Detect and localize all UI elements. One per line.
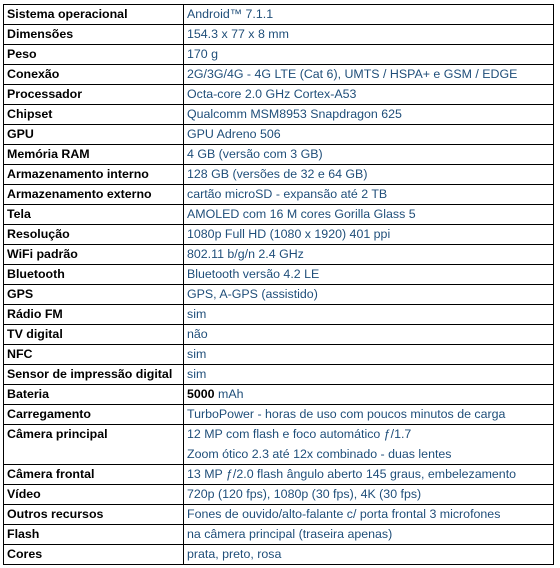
row-label: Dimensões — [4, 25, 184, 45]
row-label: TV digital — [4, 325, 184, 345]
row-label: Bluetooth — [4, 265, 184, 285]
row-value: 720p (120 fps), 1080p (30 fps), 4K (30 fps) — [184, 485, 554, 505]
row-label: Armazenamento externo — [4, 185, 184, 205]
row-label: Resolução — [4, 225, 184, 245]
table-row — [4, 65, 554, 85]
row-label: WiFi padrão — [4, 245, 184, 265]
table-row — [4, 45, 554, 65]
table-row — [4, 545, 554, 565]
row-value: cartão microSD - expansão até 2 TB — [184, 185, 554, 205]
table-row — [4, 245, 554, 265]
table-row — [4, 225, 554, 245]
table-row — [4, 165, 554, 185]
row-label: Câmera frontal — [4, 465, 184, 485]
row-value: Qualcomm MSM8953 Snapdragon 625 — [184, 105, 554, 125]
table-row — [4, 345, 554, 365]
table-row — [4, 105, 554, 125]
row-value: 4 GB (versão com 3 GB) — [184, 145, 554, 165]
row-value: sim — [184, 345, 554, 365]
row-value: Bluetooth versão 4.2 LE — [184, 265, 554, 285]
row-value: 154.3 x 77 x 8 mm — [184, 25, 554, 45]
row-label: Processador — [4, 85, 184, 105]
spec-table — [3, 4, 554, 565]
table-row — [4, 385, 554, 405]
row-label: Memória RAM — [4, 145, 184, 165]
row-value: GPU Adreno 506 — [184, 125, 554, 145]
row-label: Flash — [4, 525, 184, 545]
row-value: 2G/3G/4G - 4G LTE (Cat 6), UMTS / HSPA+ e GSM / EDGE — [184, 65, 554, 85]
row-label: Armazenamento interno — [4, 165, 184, 185]
row-value: 1080p Full HD (1080 x 1920) 401 ppi — [184, 225, 554, 245]
row-label: Vídeo — [4, 485, 184, 505]
row-label: Peso — [4, 45, 184, 65]
row-label: NFC — [4, 345, 184, 365]
camera-main-line-2: Zoom ótico 2.3 até 12x combinado - duas lentes — [187, 447, 452, 461]
row-value: 170 g — [184, 45, 554, 65]
row-value: prata, preto, rosa — [184, 545, 554, 565]
row-label: Sensor de impressão digital — [4, 365, 184, 385]
table-row — [4, 85, 554, 105]
table-row — [4, 305, 554, 325]
table-row — [4, 425, 554, 465]
row-value: na câmera principal (traseira apenas) — [184, 525, 554, 545]
row-value: AMOLED com 16 M cores Gorilla Glass 5 — [184, 205, 554, 225]
table-row — [4, 405, 554, 425]
battery-capacity: 5000 — [187, 387, 215, 401]
row-value: TurboPower - horas de uso com poucos minutos de carga — [184, 405, 554, 425]
row-label: Outros recursos — [4, 505, 184, 525]
row-value: 802.11 b/g/n 2.4 GHz — [184, 245, 554, 265]
row-value: sim — [184, 365, 554, 385]
row-label: Carregamento — [4, 405, 184, 425]
row-label: Câmera principal — [4, 425, 184, 465]
row-value: Android™ 7.1.1 — [184, 5, 554, 25]
row-label: Cores — [4, 545, 184, 565]
table-row — [4, 185, 554, 205]
table-row — [4, 485, 554, 505]
row-label: Bateria — [4, 385, 184, 405]
table-row — [4, 125, 554, 145]
table-row — [4, 465, 554, 485]
row-value: GPS, A-GPS (assistido) — [184, 285, 554, 305]
table-row — [4, 5, 554, 25]
table-row — [4, 205, 554, 225]
table-row — [4, 525, 554, 545]
row-label: Chipset — [4, 105, 184, 125]
table-row — [4, 325, 554, 345]
battery-unit: mAh — [214, 387, 244, 401]
row-value: sim — [184, 305, 554, 325]
row-label: Rádio FM — [4, 305, 184, 325]
row-label: Conexão — [4, 65, 184, 85]
row-value: Fones de ouvido/alto-falante c/ porta frontal 3 microfones — [184, 505, 554, 525]
row-label: GPU — [4, 125, 184, 145]
table-row — [4, 505, 554, 525]
camera-main-line-1: 12 MP com flash e foco automático ƒ/1.7 — [187, 427, 412, 441]
row-value: Octa-core 2.0 GHz Cortex-A53 — [184, 85, 554, 105]
row-value: 128 GB (versões de 32 e 64 GB) — [184, 165, 554, 185]
row-label: GPS — [4, 285, 184, 305]
table-row — [4, 25, 554, 45]
row-value: não — [184, 325, 554, 345]
row-label: Tela — [4, 205, 184, 225]
row-value: 13 MP ƒ/2.0 flash ângulo aberto 145 graus, embelezamento — [184, 465, 554, 485]
row-value — [184, 385, 554, 405]
row-label: Sistema operacional — [4, 5, 184, 25]
table-row — [4, 265, 554, 285]
table-row — [4, 285, 554, 305]
table-row — [4, 365, 554, 385]
row-value — [184, 425, 554, 465]
table-row — [4, 145, 554, 165]
